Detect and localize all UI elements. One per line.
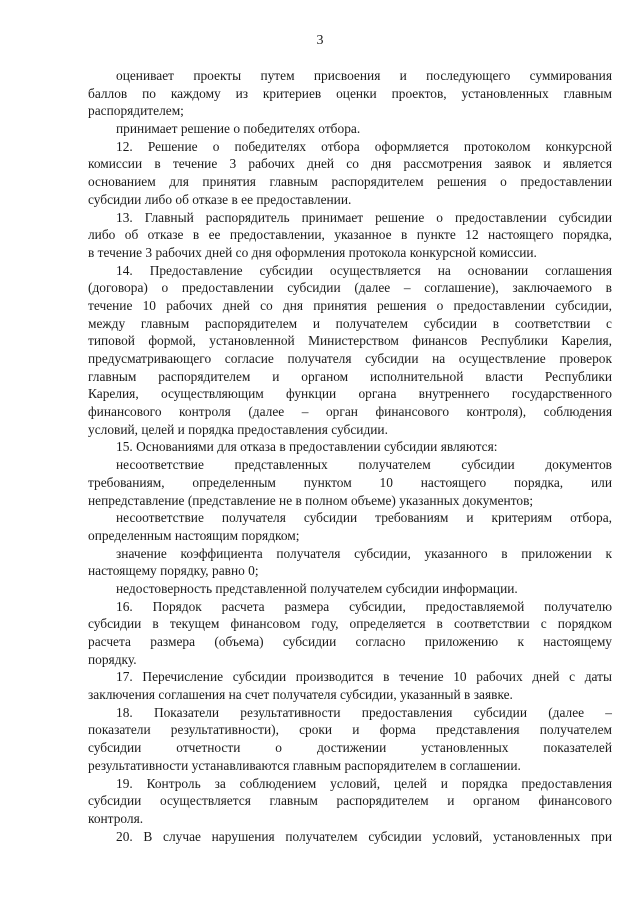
text-line: несоответствие представленных получателем субсидии документов <box>116 457 612 473</box>
text-line: (договора) о предоставлении субсидии (далее – соглашение), заключаемого в <box>88 280 612 296</box>
text-line: субсидии в текущем финансовом году, определяется в соответствии с порядком <box>88 616 612 632</box>
text-line: баллов по каждому из критериев оценки проектов, установленных главным <box>88 85 612 101</box>
text-line: результативности устанавливаются главным распорядителем в соглашении. <box>88 757 521 773</box>
text-line: несоответствие получателя субсидии требованиям и критериям отбора, <box>116 510 612 526</box>
text-line: распорядителем; <box>88 103 184 119</box>
text-line: субсидии отчетности о достижении установленных показателей <box>88 740 612 756</box>
text-line: между главным распорядителем и получателем субсидии в соответствии с <box>88 315 612 331</box>
text-line: главным распорядителем и органом исполнительной власти Республики <box>88 368 612 384</box>
text-line: значение коэффициента получателя субсидии, указанного в приложении к <box>116 545 612 561</box>
text-line: 18. Показатели результативности предоставления субсидии (далее – <box>116 704 612 720</box>
text-line: показатели результативности), сроки и форма представления получателем <box>88 722 612 738</box>
text-line: 20. В случае нарушения получателем субсидии условий, установленных при <box>116 828 612 844</box>
text-line: заключения соглашения на счет получателя субсидии, указанный в заявке. <box>88 687 513 703</box>
text-line: Карелия, осуществляющим функции органа внутреннего государственного <box>88 386 612 402</box>
text-line: настоящему порядку, равно 0; <box>88 563 259 579</box>
page-number: 3 <box>316 33 324 48</box>
text-line: непредставление (представление не в полном объеме) указанных документов; <box>88 492 534 508</box>
text-line: 17. Перечисление субсидии производится в течение 10 рабочих дней с даты <box>116 669 612 685</box>
text-line: предусматривающего согласие получателя субсидии на осуществление проверок <box>88 351 612 366</box>
text-line: 12. Решение о победителях отбора оформляется протоколом конкурсной <box>116 138 612 154</box>
text-line: требованиям, определенным пунктом 10 настоящего порядка, или <box>88 474 612 490</box>
text-line: 13. Главный распорядитель принимает решение о предоставлении субсидии <box>116 209 612 225</box>
text-line: 15. Основаниями для отказа в предоставлении субсидии являются: <box>116 439 498 455</box>
document-body <box>88 67 612 845</box>
text-line: порядку. <box>88 651 137 667</box>
text-line: 14. Предоставление субсидии осуществляется на основании соглашения <box>116 262 612 278</box>
text-line: субсидии осуществляется главным распорядителем и органом финансового <box>88 793 612 809</box>
text-line: контроля. <box>88 810 144 826</box>
text-line: недостоверность представленной получателем субсидии информации. <box>116 580 518 596</box>
text-line: типовой формой, установленной Министерством финансов Республики Карелия, <box>88 333 612 349</box>
text-line: оценивает проекты путем присвоения и последующего суммирования <box>116 68 612 83</box>
text-line: либо об отказе в ее предоставлении, указанное в пункте 12 настоящего порядка, <box>88 227 612 243</box>
text-line: 19. Контроль за соблюдением условий, целей и порядка предоставления <box>116 775 612 791</box>
text-line: основанием для принятия главным распорядителем решения о предоставлении <box>88 174 612 190</box>
text-line: течение 10 рабочих дней со дня принятия решения о предоставлении субсидии, <box>88 297 612 313</box>
text-line: субсидии либо об отказе в ее предоставлении. <box>88 191 352 207</box>
text-line: определенным настоящим порядком; <box>88 527 300 543</box>
text-line: в течение 3 рабочих дней со дня оформления протокола конкурсной комиссии. <box>88 244 537 260</box>
text-line: комиссии в течение 3 рабочих дней со дня рассмотрения заявок и является <box>88 156 612 172</box>
text-line: финансового контроля (далее – орган финансового контроля), соблюдения <box>88 404 612 420</box>
text-line: условий, целей и порядка предоставления субсидии. <box>88 421 388 437</box>
text-line: 16. Порядок расчета размера субсидии, предоставляемой получателю <box>116 598 612 614</box>
text-line: расчета размера (объема) субсидии согласно приложению к настоящему <box>88 634 612 649</box>
text-line: принимает решение о победителях отбора. <box>116 121 361 137</box>
